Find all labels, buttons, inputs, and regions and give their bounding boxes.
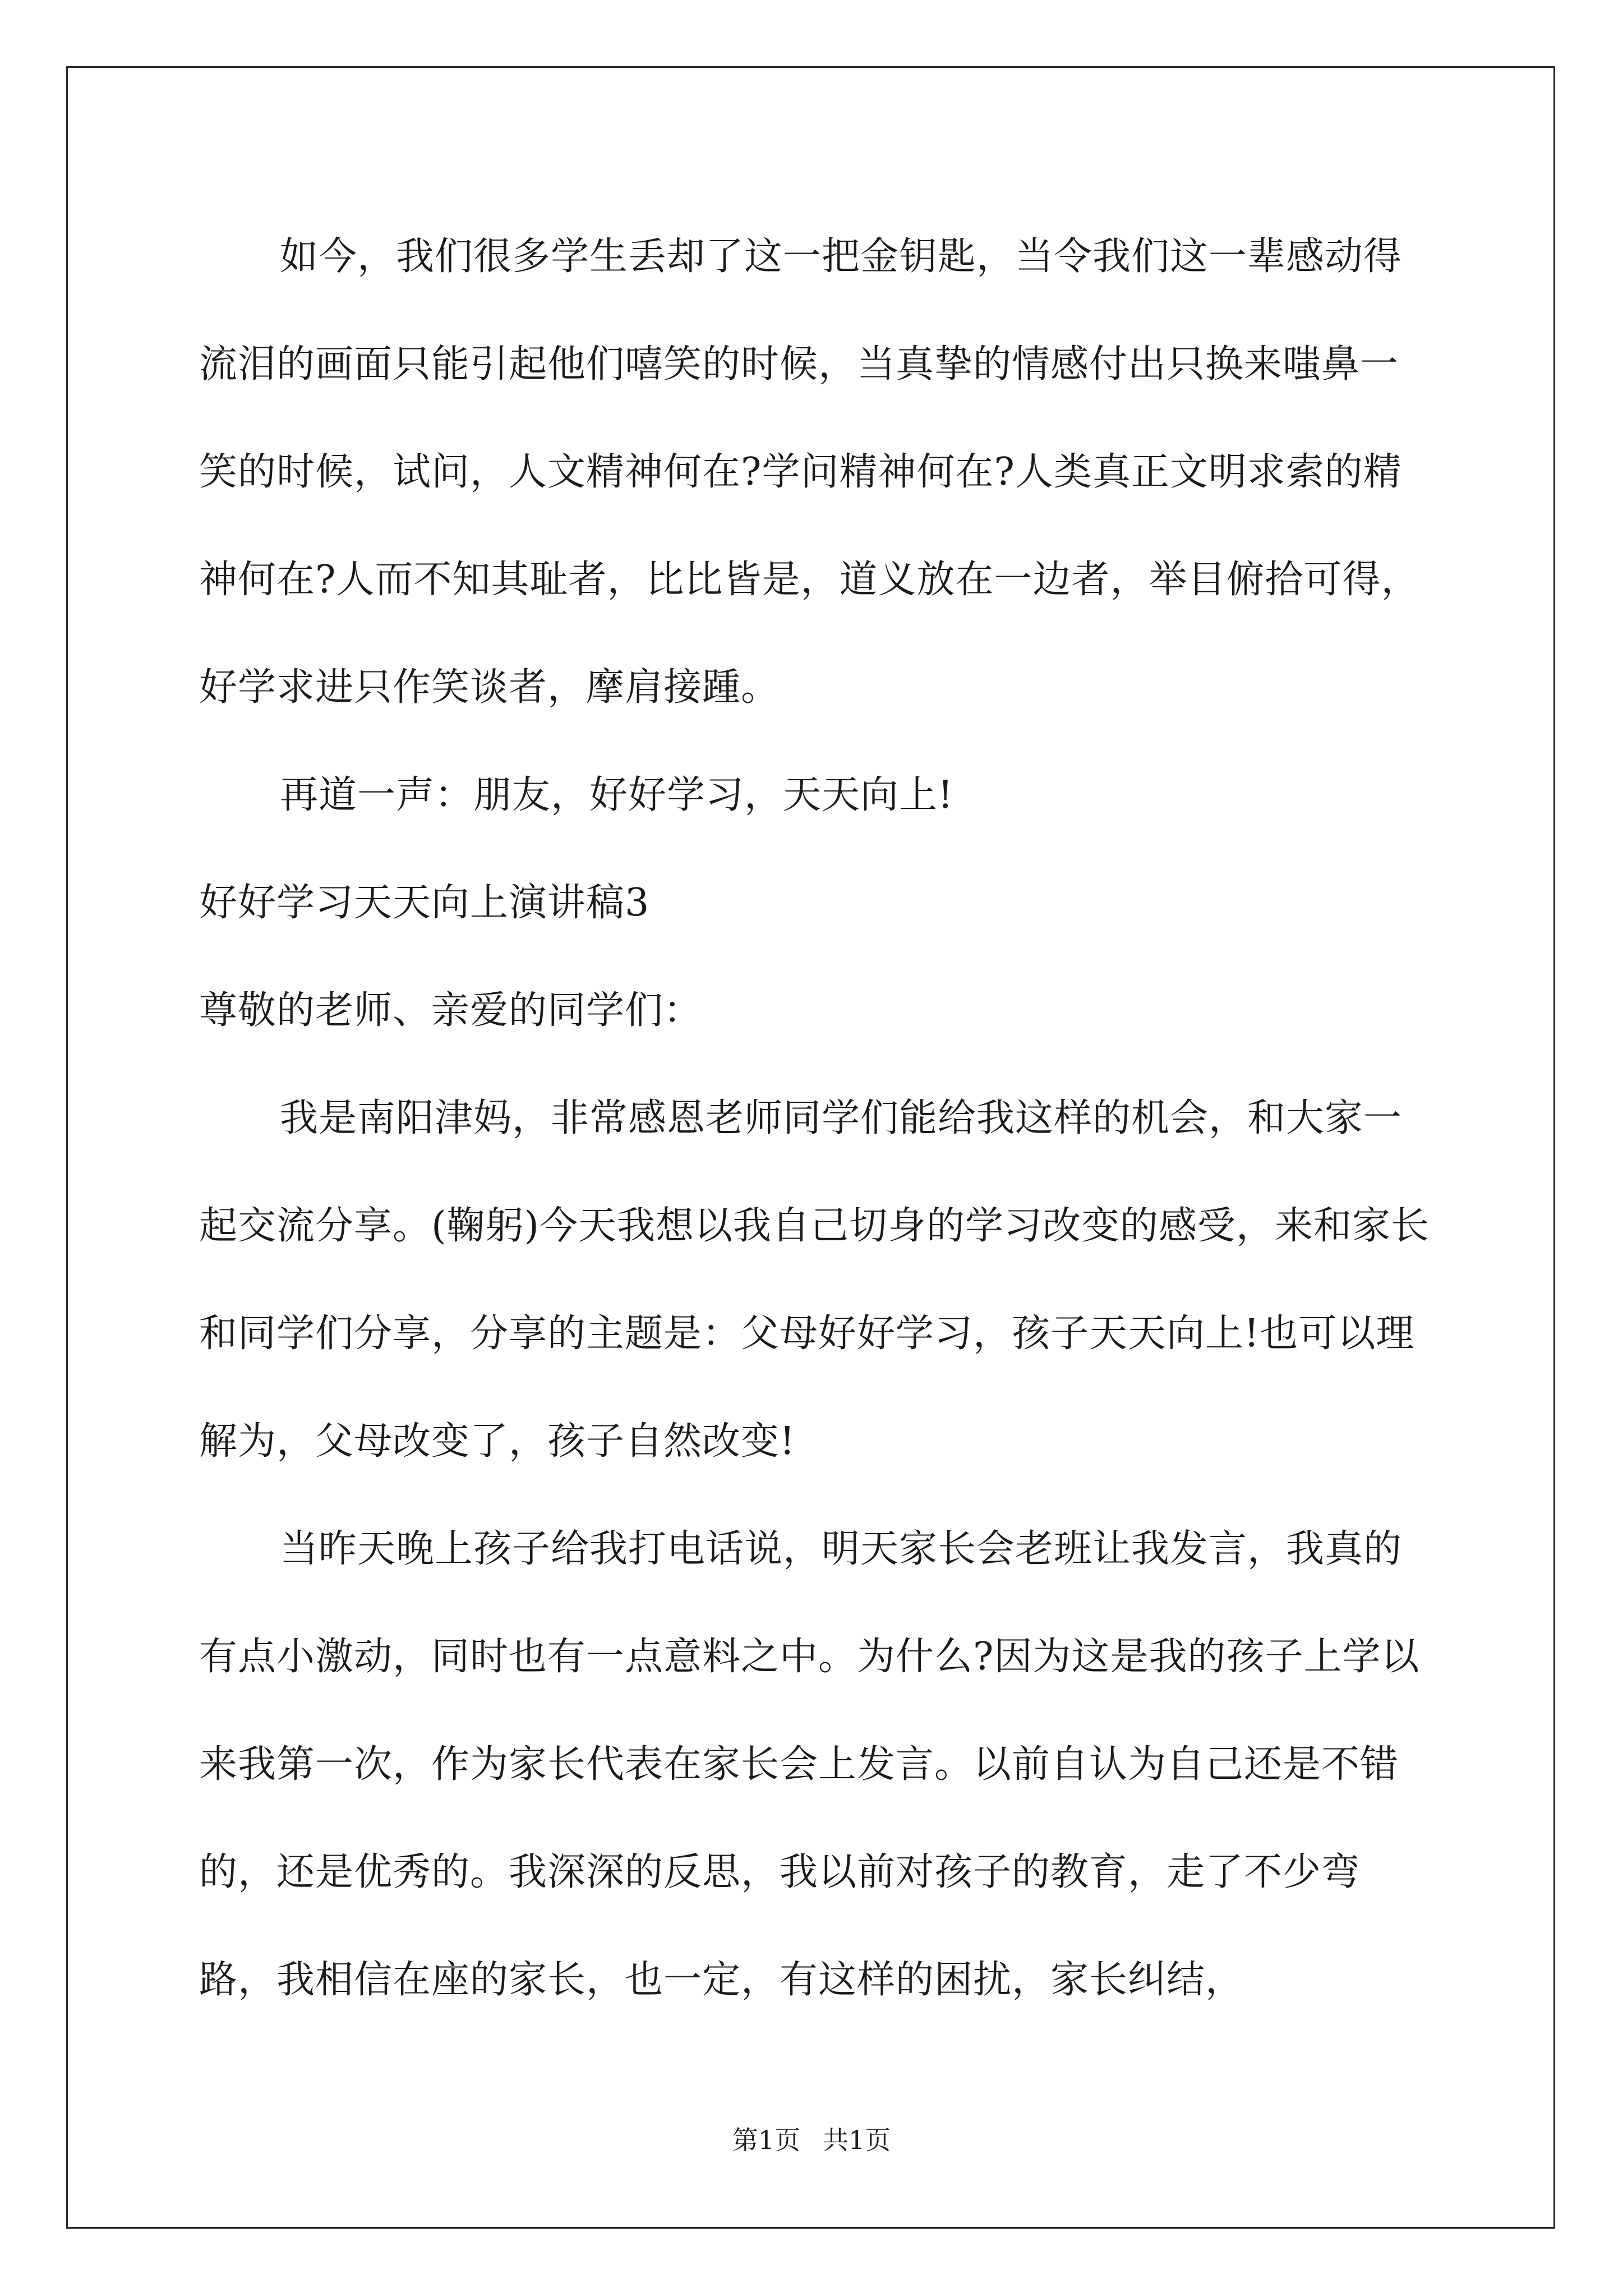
page-number: 第1页 <box>732 2125 800 2155</box>
section-heading: 好好学习天天向上演讲稿3 <box>199 881 650 925</box>
paragraph-4: 当昨天晚上孩子给我打电话说，明天家长会老班让我发言，我真的有点小激动，同时也有一点意料之中。为什么?因为这是我的孩子上学以来我第一次，作为家长代表在家长会上发言。以前自认为自己还是不错的，还是优秀的。我深深的反思，我以前对孩子的教育，走了不少弯路，我相信在座的家长，也一定，有这样的困扰，家长纠结， <box>199 1527 1420 2002</box>
salutation: 尊敬的老师、亲爱的同学们： <box>199 988 703 1033</box>
page-total: 共1页 <box>823 2125 891 2155</box>
paragraph-2: 再道一声：朋友，好好学习，天天向上! <box>280 773 954 817</box>
paragraph-1: 如今，我们很多学生丢却了这一把金钥匙，当令我们这一辈感动得流泪的画面只能引起他们嘻笑的时候，当真挚的情感付出只换来嗤鼻一笑的时候，试问，人文精神何在?学问精神何在?人类真正文明求索的精神何在?人而不知其耻者，比比皆是，道义放在一边者，举目俯拾可得，好学求进只作笑谈者，摩肩接踵。 <box>199 234 1420 710</box>
paragraph-3: 我是南阳津妈，非常感恩老师同学们能给我这样的机会，和大家一起交流分享。(鞠躬)今天我想以我自己切身的学习改变的感受，来和家长和同学们分享，分享的主题是：父母好好学习，孩子天天向上!也可以理解为，父母改变了，孩子自然改变! <box>199 1096 1430 1464</box>
page-footer <box>0 2123 1623 2157</box>
document-body <box>199 203 1433 2034</box>
